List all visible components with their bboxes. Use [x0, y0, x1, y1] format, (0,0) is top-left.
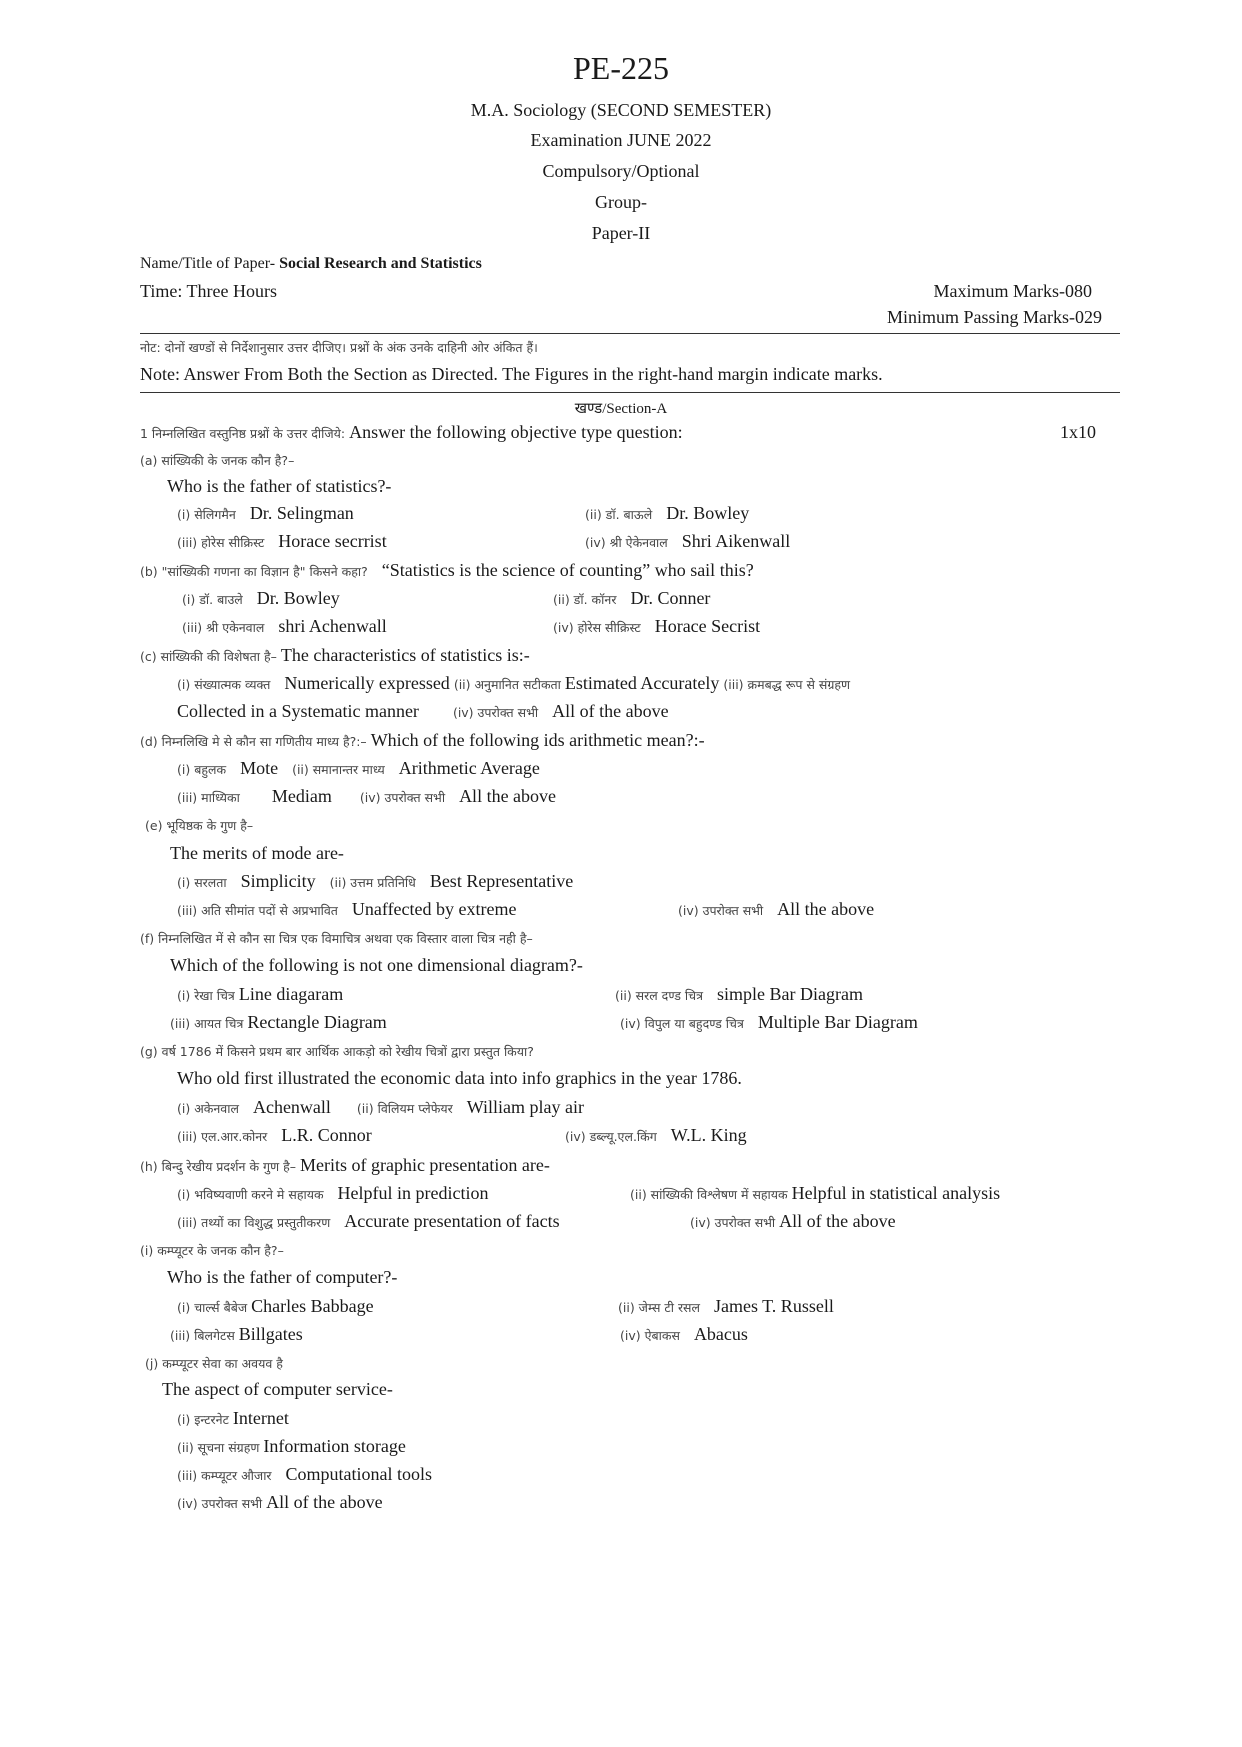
qh-english: Merits of graphic presentation are-: [299, 1155, 550, 1175]
exam-session: Examination JUNE 2022: [530, 130, 712, 150]
question-1-marks: 1x10: [1060, 422, 1096, 442]
option-hindi: (ii) सरल दण्ड चित्र: [615, 988, 703, 1003]
option-hindi: (ii) डॉ. कॉनर: [553, 592, 617, 607]
qh-question: [140, 1155, 550, 1176]
qg-hindi: (g) वर्ष 1786 में किसने प्रथम बार आर्थिक आकड़ो को रेखीय चित्रों द्वारा प्रस्तुत किया?: [140, 1044, 534, 1059]
option-english: Best Representative: [429, 871, 574, 891]
qf-english: Which of the following is not one dimensional diagram?-: [170, 955, 583, 975]
divider: [140, 333, 1120, 334]
qf-option-1: [177, 984, 343, 1005]
option-hindi: (ii) डॉ. बाऊले: [585, 507, 653, 522]
divider: [140, 392, 1120, 393]
qh-hindi: (h) बिन्दु रेखीय प्रदर्शन के गुण है–: [140, 1159, 296, 1174]
option-english: Mediam: [271, 786, 332, 806]
option-hindi: (iv) उपरोक्त सभी: [359, 790, 446, 805]
qf-option-2: [615, 984, 863, 1005]
option-english: William play air: [466, 1097, 584, 1117]
qg-option-4: [565, 1125, 747, 1146]
qi-option-3: [170, 1324, 303, 1345]
qd-options-line-2: [177, 786, 556, 807]
time-label: Time: Three Hours: [140, 281, 277, 301]
option-english: shri Achenwall: [278, 616, 387, 636]
option-english: Accurate presentation of facts: [344, 1211, 560, 1231]
option-english: Arithmetic Average: [398, 758, 540, 778]
option-english: Shri Aikenwall: [681, 531, 791, 551]
option-english: Estimated Accurately: [564, 673, 720, 693]
option-english: Simplicity: [240, 871, 316, 891]
qb-question: [140, 560, 754, 581]
option-hindi: (ii) अनुमानित सटीकता: [453, 677, 561, 692]
option-english: Line diagaram: [238, 984, 344, 1004]
option-hindi: (iv) उपरोक्त सभी: [177, 1496, 263, 1511]
option-hindi: (iv) उपरोक्त सभी: [678, 903, 764, 918]
qd-hindi: (d) निम्नलिखि मे से कौन सा गणितीय माध्य है?:–: [140, 734, 367, 749]
qe-option-3: [177, 899, 517, 920]
qg-option-3: [177, 1125, 372, 1146]
option-hindi: (iii) कम्प्यूटर औजार: [177, 1468, 272, 1483]
option-english: L.R. Connor: [281, 1125, 372, 1145]
option-english: simple Bar Diagram: [717, 984, 863, 1004]
qj-option-4: [177, 1492, 383, 1513]
option-english: Horace secrrist: [278, 531, 387, 551]
qi-hindi: (i) कम्प्यूटर के जनक कौन है?–: [140, 1243, 284, 1258]
qb-option-1: [182, 588, 340, 609]
question-1-hindi: 1 निम्नलिखित वस्तुनिष्ठ प्रश्नों के उत्तर दीजिये:: [140, 426, 346, 441]
qj-hindi: (j) कम्प्यूटर सेवा का अवयव है: [145, 1356, 283, 1371]
option-english: Charles Babbage: [251, 1296, 374, 1316]
option-english: Helpful in statistical analysis: [791, 1183, 1001, 1203]
option-english: Dr. Bowley: [666, 503, 750, 523]
option-english: Numerically expressed: [284, 673, 450, 693]
option-english: Abacus: [693, 1324, 748, 1344]
paper-title-label: Name/Title of Paper-: [140, 255, 276, 272]
qh-option-2: [630, 1183, 1000, 1204]
question-1-english: Answer the following objective type question:: [349, 422, 683, 442]
option-hindi: (i) भविष्यवाणी करने मे सहायक: [177, 1187, 324, 1202]
qe-english: The merits of mode are-: [170, 843, 344, 863]
note-hindi: नोट: दोनों खण्डों से निर्देशानुसार उत्तर दीजिए। प्रश्नों के अंक उनके दाहिनी ओर अंकित हैं।: [140, 340, 538, 355]
qh-option-4: [690, 1211, 896, 1232]
qe-options-line-1: [177, 871, 573, 892]
option-english: Rectangle Diagram: [247, 1012, 387, 1032]
qg-options-line-1: [177, 1097, 584, 1118]
qf-option-3: [170, 1012, 387, 1033]
option-english: Dr. Selingman: [249, 503, 354, 523]
option-english: All the above: [459, 786, 557, 806]
qa-option-4: [585, 531, 790, 552]
option-english: Achenwall: [252, 1097, 331, 1117]
paper-number: Paper-II: [591, 223, 651, 243]
option-hindi: (i) सरलता: [177, 875, 227, 890]
qd-options-line-1: [177, 758, 540, 779]
option-english: Information storage: [263, 1436, 406, 1456]
option-hindi: (iii) बिलगेटस: [170, 1328, 235, 1343]
option-hindi: (iii) श्री एकेनवाल: [182, 620, 265, 635]
min-marks: Minimum Passing Marks-029: [886, 307, 1102, 327]
qc-options-line-1: [177, 673, 850, 694]
qh-option-1: [177, 1183, 489, 1204]
qe-hindi: (e) भूयिष्ठक के गुण है–: [145, 818, 254, 833]
qd-english: Which of the following ids arithmetic mean?:-: [370, 730, 705, 750]
qb-hindi: (b) "सांख्यिकी गणना का विज्ञान है" किसने कहा?: [140, 564, 368, 579]
option-english: Helpful in prediction: [337, 1183, 489, 1203]
qa-english: Who is the father of statistics?-: [167, 476, 392, 496]
option-hindi: (ii) जेम्स टी रसल: [618, 1300, 700, 1315]
qh-option-3: [177, 1211, 560, 1232]
option-hindi: (i) इन्टरनेट: [177, 1412, 229, 1427]
option-hindi: (iii) होरेस सीक्रिस्ट: [177, 535, 265, 550]
option-hindi: (iii) तथ्यों का विशुद्ध प्रस्तुतीकरण: [177, 1215, 331, 1230]
qb-option-2: [553, 588, 710, 609]
option-english: Collected in a Systematic manner: [177, 701, 419, 721]
option-english: Internet: [232, 1408, 289, 1428]
qi-option-4: [620, 1324, 748, 1345]
qg-english: Who old first illustrated the economic data into info graphics in the year 1786.: [177, 1068, 742, 1088]
option-english: Billgates: [238, 1324, 303, 1344]
option-hindi: (iv) ऐबाकस: [620, 1328, 680, 1343]
option-hindi: (iii) अति सीमांत पदों से अप्रभावित: [177, 903, 338, 918]
option-english: All of the above: [266, 1492, 383, 1512]
option-hindi: (ii) विलियम प्लेफेयर: [356, 1101, 453, 1116]
option-english: Mote: [240, 758, 279, 778]
option-english: W.L. King: [670, 1125, 747, 1145]
option-hindi: (iv) विपुल या बहुदण्ड चित्र: [620, 1016, 744, 1031]
option-english: Multiple Bar Diagram: [757, 1012, 918, 1032]
paper-type: Compulsory/Optional: [542, 161, 700, 181]
option-english: Dr. Conner: [630, 588, 711, 608]
qj-option-1: [177, 1408, 289, 1429]
paper-title: [140, 255, 482, 273]
option-hindi: (i) संख्यात्मक व्यक्त: [177, 677, 271, 692]
qj-option-2: [177, 1436, 406, 1457]
qj-english: The aspect of computer service-: [162, 1379, 393, 1399]
option-hindi: (i) सेलिगमैन: [177, 507, 236, 522]
qc-english: The characteristics of statistics is:-: [280, 645, 530, 665]
option-english: All the above: [777, 899, 875, 919]
qf-option-4: [620, 1012, 918, 1033]
option-hindi: (i) डॉ. बाउले: [182, 592, 243, 607]
qj-option-3: [177, 1464, 432, 1485]
note-english: Note: Answer From Both the Section as Directed. The Figures in the right-hand margin indicate marks.: [140, 364, 883, 384]
option-hindi: (i) रेखा चित्र: [177, 988, 235, 1003]
option-hindi: (iii) माध्यिका: [177, 790, 240, 805]
option-hindi: (iv) उपरोक्त सभी: [452, 705, 539, 720]
paper-title-value: Social Research and Statistics: [279, 255, 482, 272]
qa-option-1: [177, 503, 354, 524]
option-english: Dr. Bowley: [256, 588, 340, 608]
qf-hindi: (f) निम्नलिखित में से कौन सा चित्र एक विमाचित्र अथवा एक विस्तार वाला चित्र नही है–: [140, 931, 533, 946]
question-1: [140, 422, 683, 443]
option-english: James T. Russell: [713, 1296, 834, 1316]
max-marks: Maximum Marks-080: [933, 281, 1092, 301]
qc-options-line-2: [177, 701, 669, 722]
option-hindi: (ii) उत्तम प्रतिनिधि: [329, 875, 416, 890]
option-hindi: (iv) उपरोक्त सभी: [690, 1215, 776, 1230]
qa-hindi: (a) सांख्यिकी के जनक कौन है?–: [140, 453, 295, 468]
qa-option-2: [585, 503, 749, 524]
qi-english: Who is the father of computer?-: [167, 1267, 398, 1287]
option-hindi: (iii) एल.आर.कोनर: [177, 1129, 268, 1144]
option-hindi: (iii) क्रमबद्ध रूप से संग्रहण: [723, 677, 851, 692]
qd-question: [140, 730, 705, 751]
qi-option-1: [177, 1296, 374, 1317]
option-english: Horace Secrist: [654, 616, 761, 636]
qb-option-4: [553, 616, 760, 637]
option-english: Unaffected by extreme: [351, 899, 517, 919]
option-hindi: (iv) श्री ऐकेनवाल: [585, 535, 668, 550]
qb-english: “Statistics is the science of counting” who sail this?: [381, 560, 754, 580]
option-hindi: (i) अकेनवाल: [177, 1101, 239, 1116]
option-hindi: (i) बहुलक: [177, 762, 227, 777]
option-hindi: (i) चार्ल्स बैबेज: [177, 1300, 248, 1315]
option-hindi: (ii) सूचना संग्रहण: [177, 1440, 260, 1455]
option-english: All of the above: [779, 1211, 896, 1231]
option-hindi: (iii) आयत चित्र: [170, 1016, 244, 1031]
option-english: All of the above: [552, 701, 669, 721]
qa-option-3: [177, 531, 387, 552]
section-heading: खण्ड/Section-A: [574, 401, 668, 417]
option-hindi: (iv) डब्ल्यू.एल.किंग: [565, 1129, 657, 1144]
qc-question: [140, 645, 530, 666]
option-hindi: (ii) सांख्यिकी विश्लेषण में सहायक: [630, 1187, 788, 1202]
option-hindi: (ii) समानान्तर माध्य: [292, 762, 385, 777]
course-title: M.A. Sociology (SECOND SEMESTER): [470, 100, 772, 120]
group-label: Group-: [595, 192, 647, 212]
paper-code: PE-225: [573, 50, 669, 86]
qc-hindi: (c) सांख्यिकी की विशेषता है–: [140, 649, 277, 664]
qi-option-2: [618, 1296, 834, 1317]
option-hindi: (iv) होरेस सीक्रिस्ट: [553, 620, 641, 635]
qe-option-4: [678, 899, 874, 920]
qb-option-3: [182, 616, 387, 637]
option-english: Computational tools: [285, 1464, 433, 1484]
